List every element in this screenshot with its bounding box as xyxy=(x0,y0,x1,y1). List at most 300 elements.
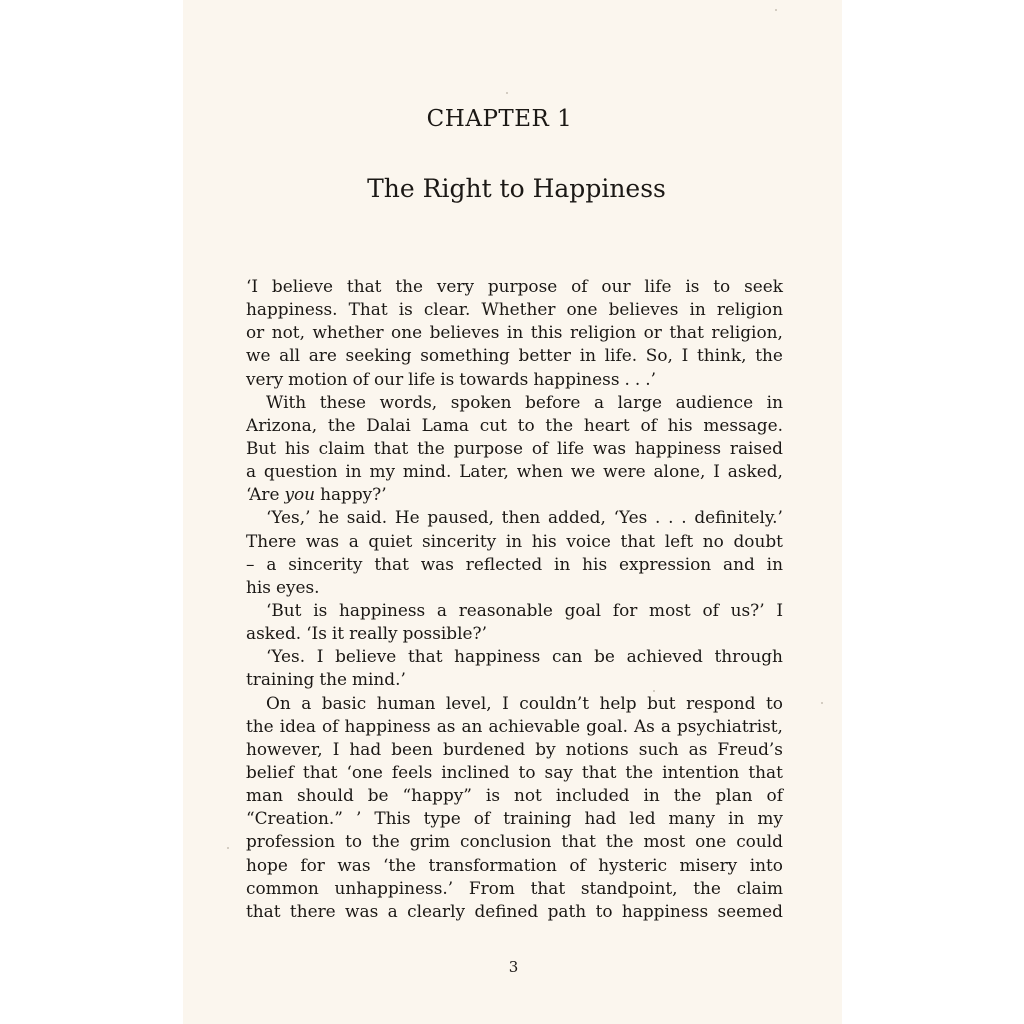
word: asked, xyxy=(727,461,783,482)
word: of xyxy=(473,808,491,829)
word: a xyxy=(660,715,671,736)
word: misery xyxy=(679,854,738,875)
word: reasonable xyxy=(458,599,553,620)
word: into xyxy=(749,854,783,875)
word: many xyxy=(668,808,716,829)
word: training xyxy=(246,669,315,690)
word: his xyxy=(284,437,310,458)
word: should xyxy=(296,785,354,806)
word: when xyxy=(516,461,563,482)
word: reflected xyxy=(465,553,543,574)
word: that xyxy=(302,761,338,782)
word: ‘Yes. xyxy=(266,646,306,667)
word: of xyxy=(571,276,588,296)
word: eyes. xyxy=(275,576,320,597)
word: the xyxy=(417,437,445,458)
text-line xyxy=(246,298,783,321)
word: On xyxy=(266,692,291,713)
text-line xyxy=(246,854,783,877)
word: defined xyxy=(474,900,539,921)
word: his xyxy=(667,414,693,435)
word: our xyxy=(601,276,631,296)
word: not, xyxy=(271,322,305,343)
word: the xyxy=(246,715,274,736)
word: in xyxy=(766,553,783,574)
word: of xyxy=(569,854,586,875)
word: profession xyxy=(246,831,336,852)
word: in xyxy=(579,345,596,366)
word: . xyxy=(681,507,687,528)
word: religion, xyxy=(711,322,783,343)
word: a xyxy=(246,461,257,482)
word: been xyxy=(391,738,433,759)
body-text xyxy=(246,275,783,923)
word: included xyxy=(555,785,630,806)
word: then xyxy=(501,507,541,528)
word: “Creation.” xyxy=(246,808,343,829)
paper-speck xyxy=(821,702,823,704)
word: was xyxy=(420,553,454,574)
word: he xyxy=(318,507,340,528)
word: Whether xyxy=(481,299,556,320)
word: to xyxy=(713,276,731,296)
word: is xyxy=(685,276,700,296)
word: spoken xyxy=(450,391,512,412)
word: But xyxy=(246,437,277,458)
word: in xyxy=(728,808,745,829)
word: could xyxy=(736,831,783,852)
word: in xyxy=(506,322,524,343)
word: voice xyxy=(566,530,611,551)
word: achieved xyxy=(626,646,703,667)
word: idea xyxy=(279,715,316,736)
word: to xyxy=(517,414,535,435)
word: seemed xyxy=(717,900,783,921)
word: purpose xyxy=(487,276,558,296)
word: With xyxy=(266,391,307,412)
word: religion xyxy=(716,299,783,320)
word: the xyxy=(605,831,634,852)
word: before xyxy=(525,391,581,412)
word: help xyxy=(599,692,637,713)
text-line xyxy=(246,437,783,460)
word: words, xyxy=(379,391,438,412)
word: There xyxy=(246,530,297,551)
word: grim xyxy=(409,831,450,852)
word: that xyxy=(346,276,382,296)
word: this xyxy=(530,322,563,343)
word: the xyxy=(755,345,783,366)
word: common xyxy=(246,877,319,898)
word: heart xyxy=(583,414,630,435)
text-line xyxy=(246,668,783,691)
chapter-label: CHAPTER 1 xyxy=(426,106,573,132)
word: believes xyxy=(429,322,500,343)
paper-speck xyxy=(227,847,229,849)
word: that xyxy=(407,646,443,667)
word: our xyxy=(374,368,404,389)
text-line xyxy=(246,460,783,483)
word: as xyxy=(436,715,456,736)
word: So, xyxy=(645,345,673,366)
word: as xyxy=(688,738,708,759)
text-line xyxy=(246,506,783,529)
text-line xyxy=(246,321,783,344)
word: From xyxy=(468,877,515,898)
word: the xyxy=(319,669,347,690)
word: however, xyxy=(246,738,323,759)
word: quiet xyxy=(368,530,413,551)
paper-speck xyxy=(506,92,508,94)
word: of xyxy=(640,414,657,435)
word: you xyxy=(284,484,316,505)
word: but xyxy=(647,692,676,713)
word: my xyxy=(369,461,396,482)
word: these xyxy=(319,391,367,412)
word: was xyxy=(337,854,371,875)
word: achievable xyxy=(488,715,581,736)
word: that xyxy=(669,322,704,343)
word: conclusion xyxy=(459,831,552,852)
word: in xyxy=(505,530,523,551)
word: training xyxy=(503,808,572,829)
word: happiness. xyxy=(246,299,338,320)
word: the xyxy=(673,785,702,806)
word: that xyxy=(748,761,783,782)
text-line xyxy=(246,738,783,761)
word: basic xyxy=(321,692,367,713)
word: plan xyxy=(715,785,753,806)
text-line xyxy=(246,275,783,298)
word: life xyxy=(644,276,672,296)
word: an xyxy=(461,715,483,736)
word: ‘Is xyxy=(306,623,327,644)
word: asked. xyxy=(246,623,302,644)
word: it xyxy=(331,623,345,644)
word: happiness xyxy=(339,599,426,620)
word: ‘But xyxy=(266,599,302,620)
word: we xyxy=(246,345,271,366)
paper-speck xyxy=(775,9,777,11)
text-line xyxy=(246,830,783,853)
word: in xyxy=(766,391,783,412)
word: ‘one xyxy=(346,761,383,782)
word: motion xyxy=(288,368,348,389)
word: the xyxy=(395,276,423,296)
text-line xyxy=(246,900,783,923)
word: hysteric xyxy=(598,854,668,875)
text-line xyxy=(246,622,783,645)
word: goal xyxy=(564,599,602,620)
word: that xyxy=(561,831,596,852)
word: respond xyxy=(686,692,756,713)
word: I xyxy=(713,461,720,482)
word: the xyxy=(693,877,721,898)
word: Lama xyxy=(421,414,469,435)
word: that xyxy=(374,553,409,574)
word: ‘the xyxy=(383,854,417,875)
text-line xyxy=(246,576,783,599)
word: “happy” xyxy=(402,785,472,806)
word: and xyxy=(723,553,755,574)
word: can xyxy=(552,646,583,667)
word: happiness xyxy=(533,368,620,389)
word: type xyxy=(423,808,461,829)
text-line xyxy=(246,715,783,738)
word: no xyxy=(702,530,724,551)
text-line xyxy=(246,483,783,506)
word: added, xyxy=(547,507,606,528)
word: definitely.’ xyxy=(694,507,783,528)
word: a xyxy=(266,553,277,574)
word: are xyxy=(308,345,337,366)
word: ’ xyxy=(355,808,362,829)
word: in xyxy=(554,553,571,574)
word: cut xyxy=(479,414,507,435)
text-line xyxy=(246,761,783,784)
word: that xyxy=(246,900,281,921)
word: one xyxy=(566,299,598,320)
word: question xyxy=(263,461,338,482)
word: of xyxy=(766,785,783,806)
word: his xyxy=(246,576,271,597)
word: left xyxy=(664,530,694,551)
word: for xyxy=(612,599,638,620)
word: seek xyxy=(744,276,783,296)
word: is xyxy=(440,368,455,389)
word: is xyxy=(313,599,328,620)
text-line xyxy=(246,807,783,830)
word: whether xyxy=(312,322,384,343)
word: I xyxy=(316,646,324,667)
word: his xyxy=(531,530,557,551)
word: such xyxy=(638,738,679,759)
word: – xyxy=(246,553,255,574)
text-line xyxy=(246,692,783,715)
word: doubt xyxy=(733,530,783,551)
word: we xyxy=(570,461,596,482)
word: burdened xyxy=(442,738,526,759)
word: clear. xyxy=(423,299,471,320)
word: all xyxy=(279,345,301,366)
word: that xyxy=(530,877,566,898)
word: a xyxy=(301,692,312,713)
word: in xyxy=(643,785,660,806)
word: hope xyxy=(246,854,288,875)
word: to xyxy=(345,831,363,852)
word: or xyxy=(643,322,662,343)
word: This xyxy=(374,808,411,829)
text-line xyxy=(246,877,783,900)
word: religion xyxy=(569,322,637,343)
word: psychiatrist, xyxy=(677,715,783,736)
word: happiness xyxy=(344,715,431,736)
text-line xyxy=(246,599,783,622)
word: human xyxy=(376,692,436,713)
text-line xyxy=(246,414,783,437)
word: us?’ xyxy=(730,599,765,620)
word: for xyxy=(300,854,325,875)
word: happiness xyxy=(621,900,709,921)
word: purpose xyxy=(453,437,524,458)
word: paused, xyxy=(427,507,494,528)
word: be xyxy=(594,646,615,667)
word: couldn’t xyxy=(519,692,590,713)
word: audience xyxy=(675,391,754,412)
word: most xyxy=(649,599,691,620)
page-number: 3 xyxy=(508,958,519,976)
word: was xyxy=(592,437,627,458)
word: . xyxy=(634,368,641,389)
word: is xyxy=(485,785,500,806)
chapter-title: The Right to Happiness xyxy=(367,174,666,203)
word: really xyxy=(349,623,398,644)
word: through xyxy=(714,646,783,667)
word: Freud’s xyxy=(717,738,783,759)
word: the xyxy=(625,761,654,782)
text-line xyxy=(246,784,783,807)
word: mind. xyxy=(402,461,452,482)
word: goal. xyxy=(586,715,628,736)
word: very xyxy=(436,276,474,296)
word: a xyxy=(594,391,605,412)
word: by xyxy=(535,738,556,759)
word: sincerity xyxy=(421,530,497,551)
word: led xyxy=(629,808,656,829)
word: . xyxy=(655,507,661,528)
word: ‘Are xyxy=(246,484,280,505)
word: . xyxy=(668,507,674,528)
word: was xyxy=(305,530,340,551)
word: happiness xyxy=(634,437,722,458)
word: feels xyxy=(391,761,433,782)
word: to xyxy=(595,900,613,921)
word: had xyxy=(584,808,617,829)
word: I xyxy=(502,692,509,713)
word: ‘Yes xyxy=(613,507,648,528)
text-line xyxy=(246,368,783,391)
paper-speck xyxy=(653,690,655,692)
word: sincerity xyxy=(288,553,363,574)
word: to xyxy=(765,692,783,713)
word: Later, xyxy=(459,461,509,482)
word: of xyxy=(702,599,719,620)
word: As xyxy=(633,715,655,736)
word: transformation xyxy=(428,854,557,875)
word: ‘I xyxy=(246,276,259,296)
word: inclined xyxy=(441,761,510,782)
word: notions xyxy=(565,738,629,759)
word: claim xyxy=(318,437,365,458)
word: ‘Yes,’ xyxy=(266,507,311,528)
word: believes xyxy=(608,299,679,320)
word: my xyxy=(757,808,783,829)
text-line xyxy=(246,344,783,367)
word: was xyxy=(345,900,379,921)
word: man xyxy=(246,785,283,806)
word: life xyxy=(408,368,436,389)
word: claim xyxy=(736,877,783,898)
word: that xyxy=(373,437,409,458)
word: clearly xyxy=(407,900,466,921)
word: the xyxy=(327,414,356,435)
word: raised xyxy=(729,437,783,458)
word: large xyxy=(617,391,663,412)
word: be xyxy=(367,785,389,806)
word: his xyxy=(582,553,608,574)
word: most xyxy=(643,831,686,852)
word: a xyxy=(387,900,398,921)
word: . xyxy=(624,368,630,389)
word: something xyxy=(420,345,510,366)
word: path xyxy=(547,900,587,921)
word: Dalai xyxy=(366,414,411,435)
word: Arizona, xyxy=(246,414,318,435)
word: the xyxy=(372,831,400,852)
word: alone, xyxy=(653,461,706,482)
word: towards xyxy=(459,368,529,389)
word: happiness xyxy=(454,646,541,667)
word: had xyxy=(349,738,382,759)
word: mind.’ xyxy=(351,669,406,690)
text-line xyxy=(246,553,783,576)
word: that xyxy=(581,761,617,782)
word: better xyxy=(518,345,571,366)
word: or xyxy=(246,322,265,343)
word: one xyxy=(391,322,423,343)
word: in xyxy=(345,461,362,482)
word: He xyxy=(394,507,420,528)
word: believe xyxy=(271,276,334,296)
word: life. xyxy=(604,345,638,366)
word: to xyxy=(518,761,536,782)
word: I xyxy=(776,599,783,620)
word: I xyxy=(332,738,340,759)
word: life xyxy=(557,437,585,458)
word: a xyxy=(348,530,359,551)
word: unhappiness.’ xyxy=(334,877,454,898)
text-line xyxy=(246,645,783,668)
word: standpoint, xyxy=(580,877,678,898)
text-line xyxy=(246,530,783,553)
word: is xyxy=(398,299,413,320)
word: belief xyxy=(246,761,294,782)
word: level, xyxy=(445,692,492,713)
word: of xyxy=(352,368,370,389)
book-page xyxy=(183,0,842,1024)
word: happy?’ xyxy=(320,484,387,505)
word: not xyxy=(513,785,542,806)
word: the xyxy=(545,414,574,435)
word: that xyxy=(620,530,656,551)
word: very xyxy=(246,368,284,389)
word: say xyxy=(544,761,573,782)
word: That xyxy=(348,299,388,320)
word: .’ xyxy=(645,368,657,389)
word: of xyxy=(322,715,339,736)
word: think, xyxy=(696,345,747,366)
word: were xyxy=(603,461,646,482)
word: I xyxy=(681,345,689,366)
word: there xyxy=(289,900,336,921)
word: in xyxy=(689,299,706,320)
word: possible?’ xyxy=(402,623,487,644)
word: believe xyxy=(335,646,397,667)
word: message. xyxy=(703,414,783,435)
word: of xyxy=(531,437,549,458)
word: a xyxy=(436,599,447,620)
word: one xyxy=(695,831,727,852)
